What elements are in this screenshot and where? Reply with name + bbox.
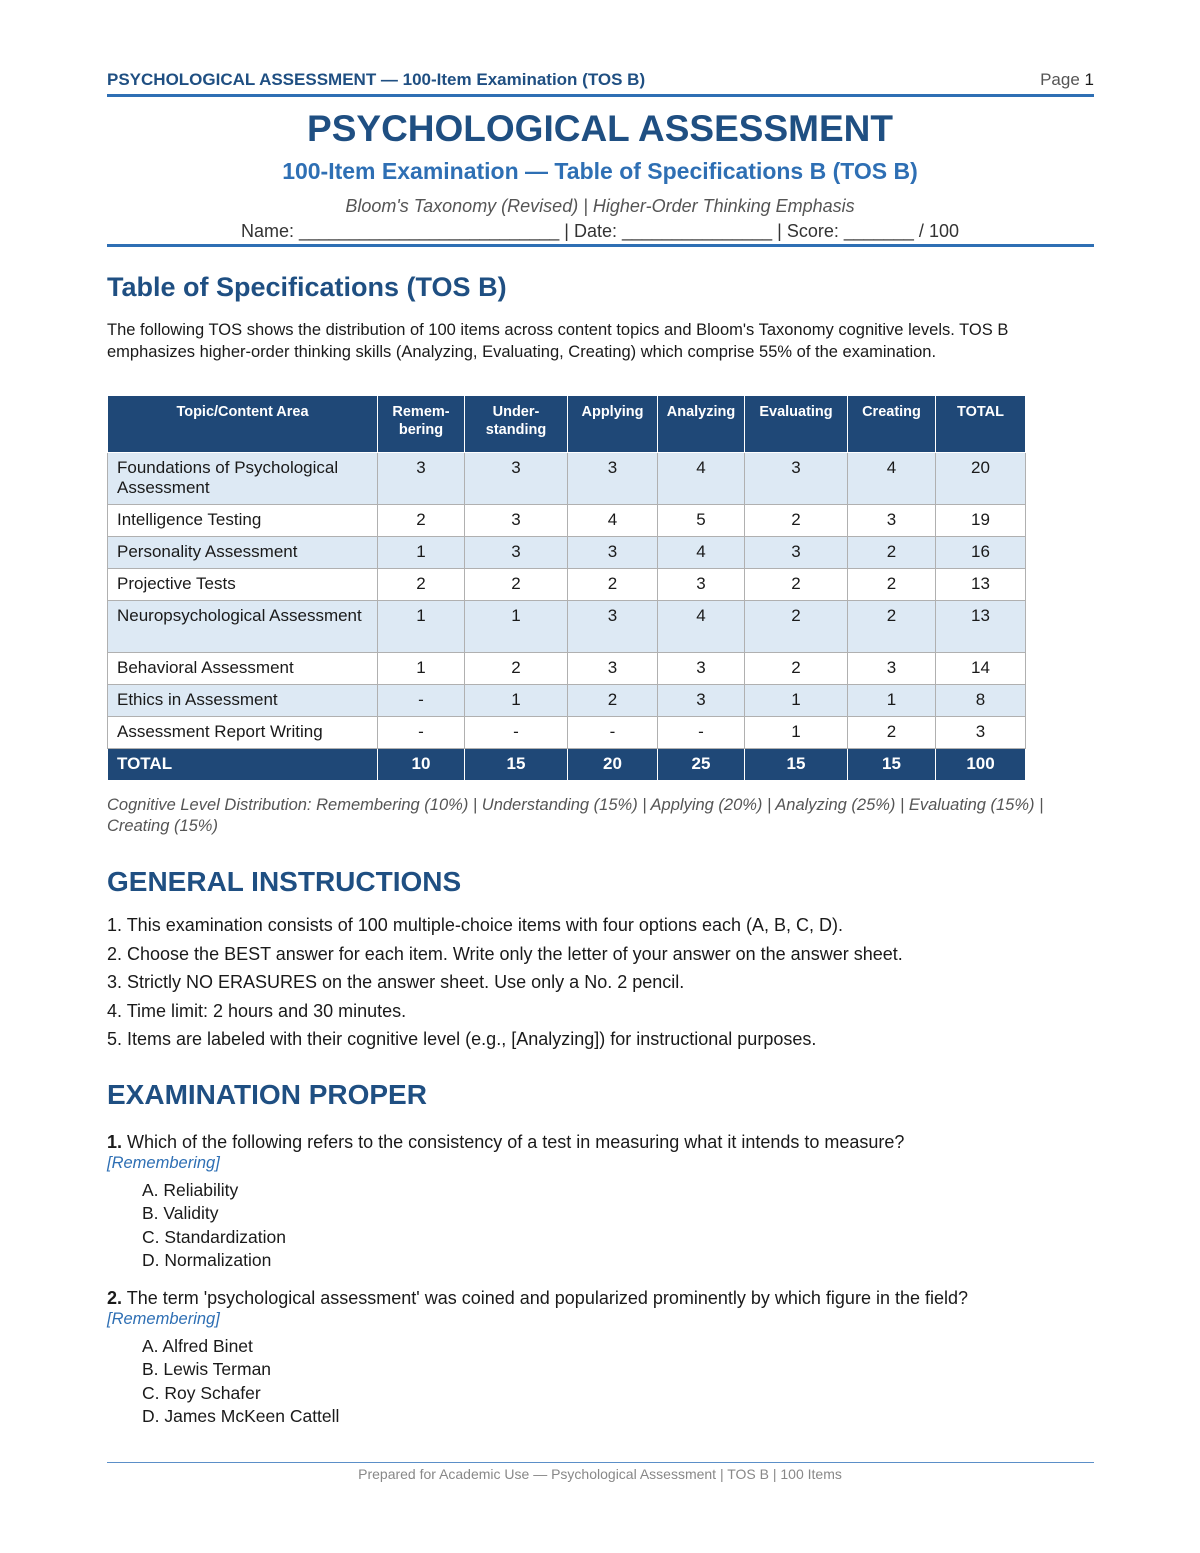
tos-count-cell: 4 bbox=[658, 537, 745, 569]
tos-count-cell: 19 bbox=[936, 505, 1026, 537]
tos-count-cell: 1 bbox=[378, 601, 465, 653]
tos-count-cell: 2 bbox=[745, 569, 848, 601]
examination-heading: EXAMINATION PROPER bbox=[107, 1079, 427, 1110]
tos-count-cell: 1 bbox=[465, 685, 568, 717]
tos-count-cell: 2 bbox=[745, 505, 848, 537]
answer-options bbox=[142, 1179, 1097, 1272]
tos-count-cell: 3 bbox=[568, 601, 658, 653]
tos-total-cell: 10 bbox=[378, 749, 465, 781]
question-text: The term 'psychological assessment' was coined and popularized prominently by which figure in the field? bbox=[126, 1288, 969, 1308]
tos-count-cell: 2 bbox=[848, 537, 936, 569]
col-header-creating bbox=[848, 396, 936, 453]
question-2 bbox=[107, 1288, 1097, 1428]
tos-count-cell: - bbox=[658, 717, 745, 749]
instructions-list bbox=[107, 914, 903, 1057]
tos-topic-cell: Intelligence Testing bbox=[108, 505, 378, 537]
tos-topic-cell: Personality Assessment bbox=[108, 537, 378, 569]
col-header-label: Under-standing bbox=[485, 404, 547, 438]
page-number: 1 bbox=[1084, 70, 1094, 89]
tos-count-cell: 3 bbox=[465, 537, 568, 569]
tos-count-cell: 20 bbox=[936, 453, 1026, 505]
tos-count-cell: 3 bbox=[658, 685, 745, 717]
tos-row bbox=[108, 537, 1026, 569]
cognitive-distribution-note: Cognitive Level Distribution: Remembering (10%) | Understanding (15%) | Applying (20%) | Analyzing (25%) | Evaluating (15%) | Creating (15%) bbox=[107, 796, 1044, 835]
col-header-label: Creating bbox=[862, 404, 921, 420]
tos-count-cell: 2 bbox=[848, 601, 936, 653]
answer-option: D. James McKeen Cattell bbox=[142, 1405, 340, 1426]
document-title: PSYCHOLOGICAL ASSESSMENT bbox=[307, 108, 893, 149]
tos-count-cell: 13 bbox=[936, 569, 1026, 601]
answer-option: A. Alfred Binet bbox=[142, 1336, 253, 1356]
tos-total-cell: 100 bbox=[936, 749, 1026, 781]
tos-heading: Table of Specifications (TOS B) bbox=[107, 272, 507, 302]
col-header-total bbox=[936, 396, 1026, 453]
instruction-item: 1. This examination consists of 100 multiple-choice items with four options each (A, B, C, D). bbox=[107, 915, 843, 935]
tos-row bbox=[108, 717, 1026, 749]
tos-total-cell: 15 bbox=[745, 749, 848, 781]
col-header-evaluating bbox=[745, 396, 848, 453]
tos-topic-cell: Projective Tests bbox=[108, 569, 378, 601]
col-header-applying bbox=[568, 396, 658, 453]
tos-topic-cell: Neuropsychological Assessment bbox=[108, 601, 378, 653]
tos-count-cell: 2 bbox=[568, 685, 658, 717]
tos-row bbox=[108, 505, 1026, 537]
tos-count-cell: 2 bbox=[745, 601, 848, 653]
tos-count-cell: 2 bbox=[848, 569, 936, 601]
tos-count-cell: 2 bbox=[745, 653, 848, 685]
tos-count-cell: 2 bbox=[465, 569, 568, 601]
tos-count-cell: - bbox=[378, 685, 465, 717]
tos-count-cell: 3 bbox=[936, 717, 1026, 749]
col-header-label: Analyzing bbox=[666, 404, 736, 420]
tos-count-cell: 8 bbox=[936, 685, 1026, 717]
col-header-label: Applying bbox=[581, 404, 644, 420]
instruction-item: 4. Time limit: 2 hours and 30 minutes. bbox=[107, 1000, 407, 1021]
question-stem bbox=[107, 1132, 1097, 1153]
instruction-item: 2. Choose the BEST answer for each item. Write only the letter of your answer on the answer sheet. bbox=[107, 943, 903, 964]
cognitive-level-tag: [Remembering] bbox=[107, 1310, 220, 1328]
col-header-analyzing bbox=[658, 396, 745, 453]
tos-count-cell: 1 bbox=[848, 685, 936, 717]
tos-total-row bbox=[108, 749, 1026, 781]
tos-count-cell: 3 bbox=[568, 653, 658, 685]
tos-topic-cell: Assessment Report Writing bbox=[108, 717, 378, 749]
tos-topic-cell: Foundations of Psychological Assessment bbox=[108, 453, 378, 505]
col-header-label: Topic/Content Area bbox=[176, 404, 309, 420]
instruction-item: 3. Strictly NO ERASURES on the answer sheet. Use only a No. 2 pencil. bbox=[107, 972, 685, 992]
page-indicator bbox=[1040, 70, 1094, 90]
tos-count-cell: - bbox=[378, 717, 465, 749]
tos-count-cell: 4 bbox=[848, 453, 936, 505]
tos-count-cell: 3 bbox=[745, 453, 848, 505]
general-instructions-heading: GENERAL INSTRUCTIONS bbox=[107, 866, 462, 897]
answer-option: B. Validity bbox=[142, 1203, 219, 1224]
answer-option: A. Reliability bbox=[142, 1180, 239, 1200]
question-number: 1. bbox=[107, 1132, 123, 1152]
tos-total-cell: 20 bbox=[568, 749, 658, 781]
col-header-remembering bbox=[378, 396, 465, 453]
tos-count-cell: 2 bbox=[378, 505, 465, 537]
tos-row bbox=[108, 653, 1026, 685]
header-divider bbox=[107, 244, 1094, 247]
tos-count-cell: 3 bbox=[568, 453, 658, 505]
tos-count-cell: 5 bbox=[658, 505, 745, 537]
tos-intro: The following TOS shows the distribution of 100 items across content topics and Bloom's Taxonomy cognitive levels. TOS B emphasizes higher-order thinking skills (Analyzing, Evaluating, Creating) which comprise 55% of the examination. bbox=[107, 321, 1009, 361]
name-date-score-line: Name: __________________________ | Date: _______________ | Score: _______ / 100 bbox=[241, 221, 959, 241]
tos-count-cell: 2 bbox=[378, 569, 465, 601]
tos-count-cell: 2 bbox=[568, 569, 658, 601]
col-header-understanding bbox=[465, 396, 568, 453]
page-label: Page bbox=[1040, 70, 1080, 89]
col-header-label: TOTAL bbox=[957, 404, 1004, 420]
question-number: 2. bbox=[107, 1288, 123, 1308]
cognitive-level-tag: [Remembering] bbox=[107, 1154, 220, 1172]
tos-count-cell: 4 bbox=[658, 453, 745, 505]
tos-count-cell: 3 bbox=[848, 653, 936, 685]
tos-count-cell: 4 bbox=[658, 601, 745, 653]
tos-count-cell: 13 bbox=[936, 601, 1026, 653]
tos-count-cell: 4 bbox=[568, 505, 658, 537]
tos-count-cell: 3 bbox=[658, 569, 745, 601]
tos-count-cell: 1 bbox=[378, 537, 465, 569]
tos-total-cell: 25 bbox=[658, 749, 745, 781]
tos-count-cell: 3 bbox=[378, 453, 465, 505]
tos-count-cell: 2 bbox=[848, 717, 936, 749]
answer-option: C. Roy Schafer bbox=[142, 1382, 261, 1403]
tos-count-cell: 3 bbox=[465, 453, 568, 505]
tos-topic-cell: Behavioral Assessment bbox=[108, 653, 378, 685]
answer-option: C. Standardization bbox=[142, 1226, 286, 1247]
tos-row bbox=[108, 453, 1026, 505]
tos-count-cell: 1 bbox=[378, 653, 465, 685]
col-header-label: Remem-bering bbox=[392, 404, 450, 438]
instruction-item: 5. Items are labeled with their cognitive level (e.g., [Analyzing]) for instructional purposes. bbox=[107, 1029, 817, 1049]
tos-count-cell: 1 bbox=[745, 685, 848, 717]
tos-table-head bbox=[108, 396, 1026, 453]
tos-table bbox=[107, 395, 1026, 781]
tos-row bbox=[108, 569, 1026, 601]
document-tagline: Bloom's Taxonomy (Revised) | Higher-Order Thinking Emphasis bbox=[345, 196, 855, 216]
question-1 bbox=[107, 1132, 1097, 1272]
question-text: Which of the following refers to the consistency of a test in measuring what it intends to measure? bbox=[127, 1132, 905, 1152]
page-footer: Prepared for Academic Use — Psychological Assessment | TOS B | 100 Items bbox=[358, 1466, 842, 1482]
running-head bbox=[107, 70, 1094, 97]
footer-divider bbox=[107, 1462, 1094, 1463]
tos-table-body bbox=[108, 453, 1026, 781]
answer-option: D. Normalization bbox=[142, 1249, 272, 1270]
tos-total-cell: 15 bbox=[465, 749, 568, 781]
tos-count-cell: - bbox=[465, 717, 568, 749]
tos-total-cell: 15 bbox=[848, 749, 936, 781]
tos-count-cell: - bbox=[568, 717, 658, 749]
document-subtitle: 100-Item Examination — Table of Specifications B (TOS B) bbox=[282, 158, 918, 184]
answer-option: B. Lewis Terman bbox=[142, 1359, 272, 1380]
tos-count-cell: 14 bbox=[936, 653, 1026, 685]
question-stem bbox=[107, 1288, 1097, 1309]
answer-options bbox=[142, 1335, 1097, 1428]
tos-count-cell: 1 bbox=[465, 601, 568, 653]
col-header-label: Evaluating bbox=[759, 404, 833, 420]
tos-count-cell: 1 bbox=[745, 717, 848, 749]
tos-count-cell: 3 bbox=[465, 505, 568, 537]
tos-row bbox=[108, 685, 1026, 717]
tos-row bbox=[108, 601, 1026, 653]
tos-count-cell: 16 bbox=[936, 537, 1026, 569]
tos-count-cell: 3 bbox=[745, 537, 848, 569]
running-head-title: PSYCHOLOGICAL ASSESSMENT — 100-Item Examination (TOS B) bbox=[107, 70, 646, 89]
tos-header-row bbox=[108, 396, 1026, 453]
tos-count-cell: 3 bbox=[568, 537, 658, 569]
tos-count-cell: 3 bbox=[848, 505, 936, 537]
tos-count-cell: 2 bbox=[465, 653, 568, 685]
col-header-topic bbox=[108, 396, 378, 453]
tos-count-cell: 3 bbox=[658, 653, 745, 685]
tos-topic-cell: Ethics in Assessment bbox=[108, 685, 378, 717]
tos-total-label: TOTAL bbox=[108, 749, 378, 781]
